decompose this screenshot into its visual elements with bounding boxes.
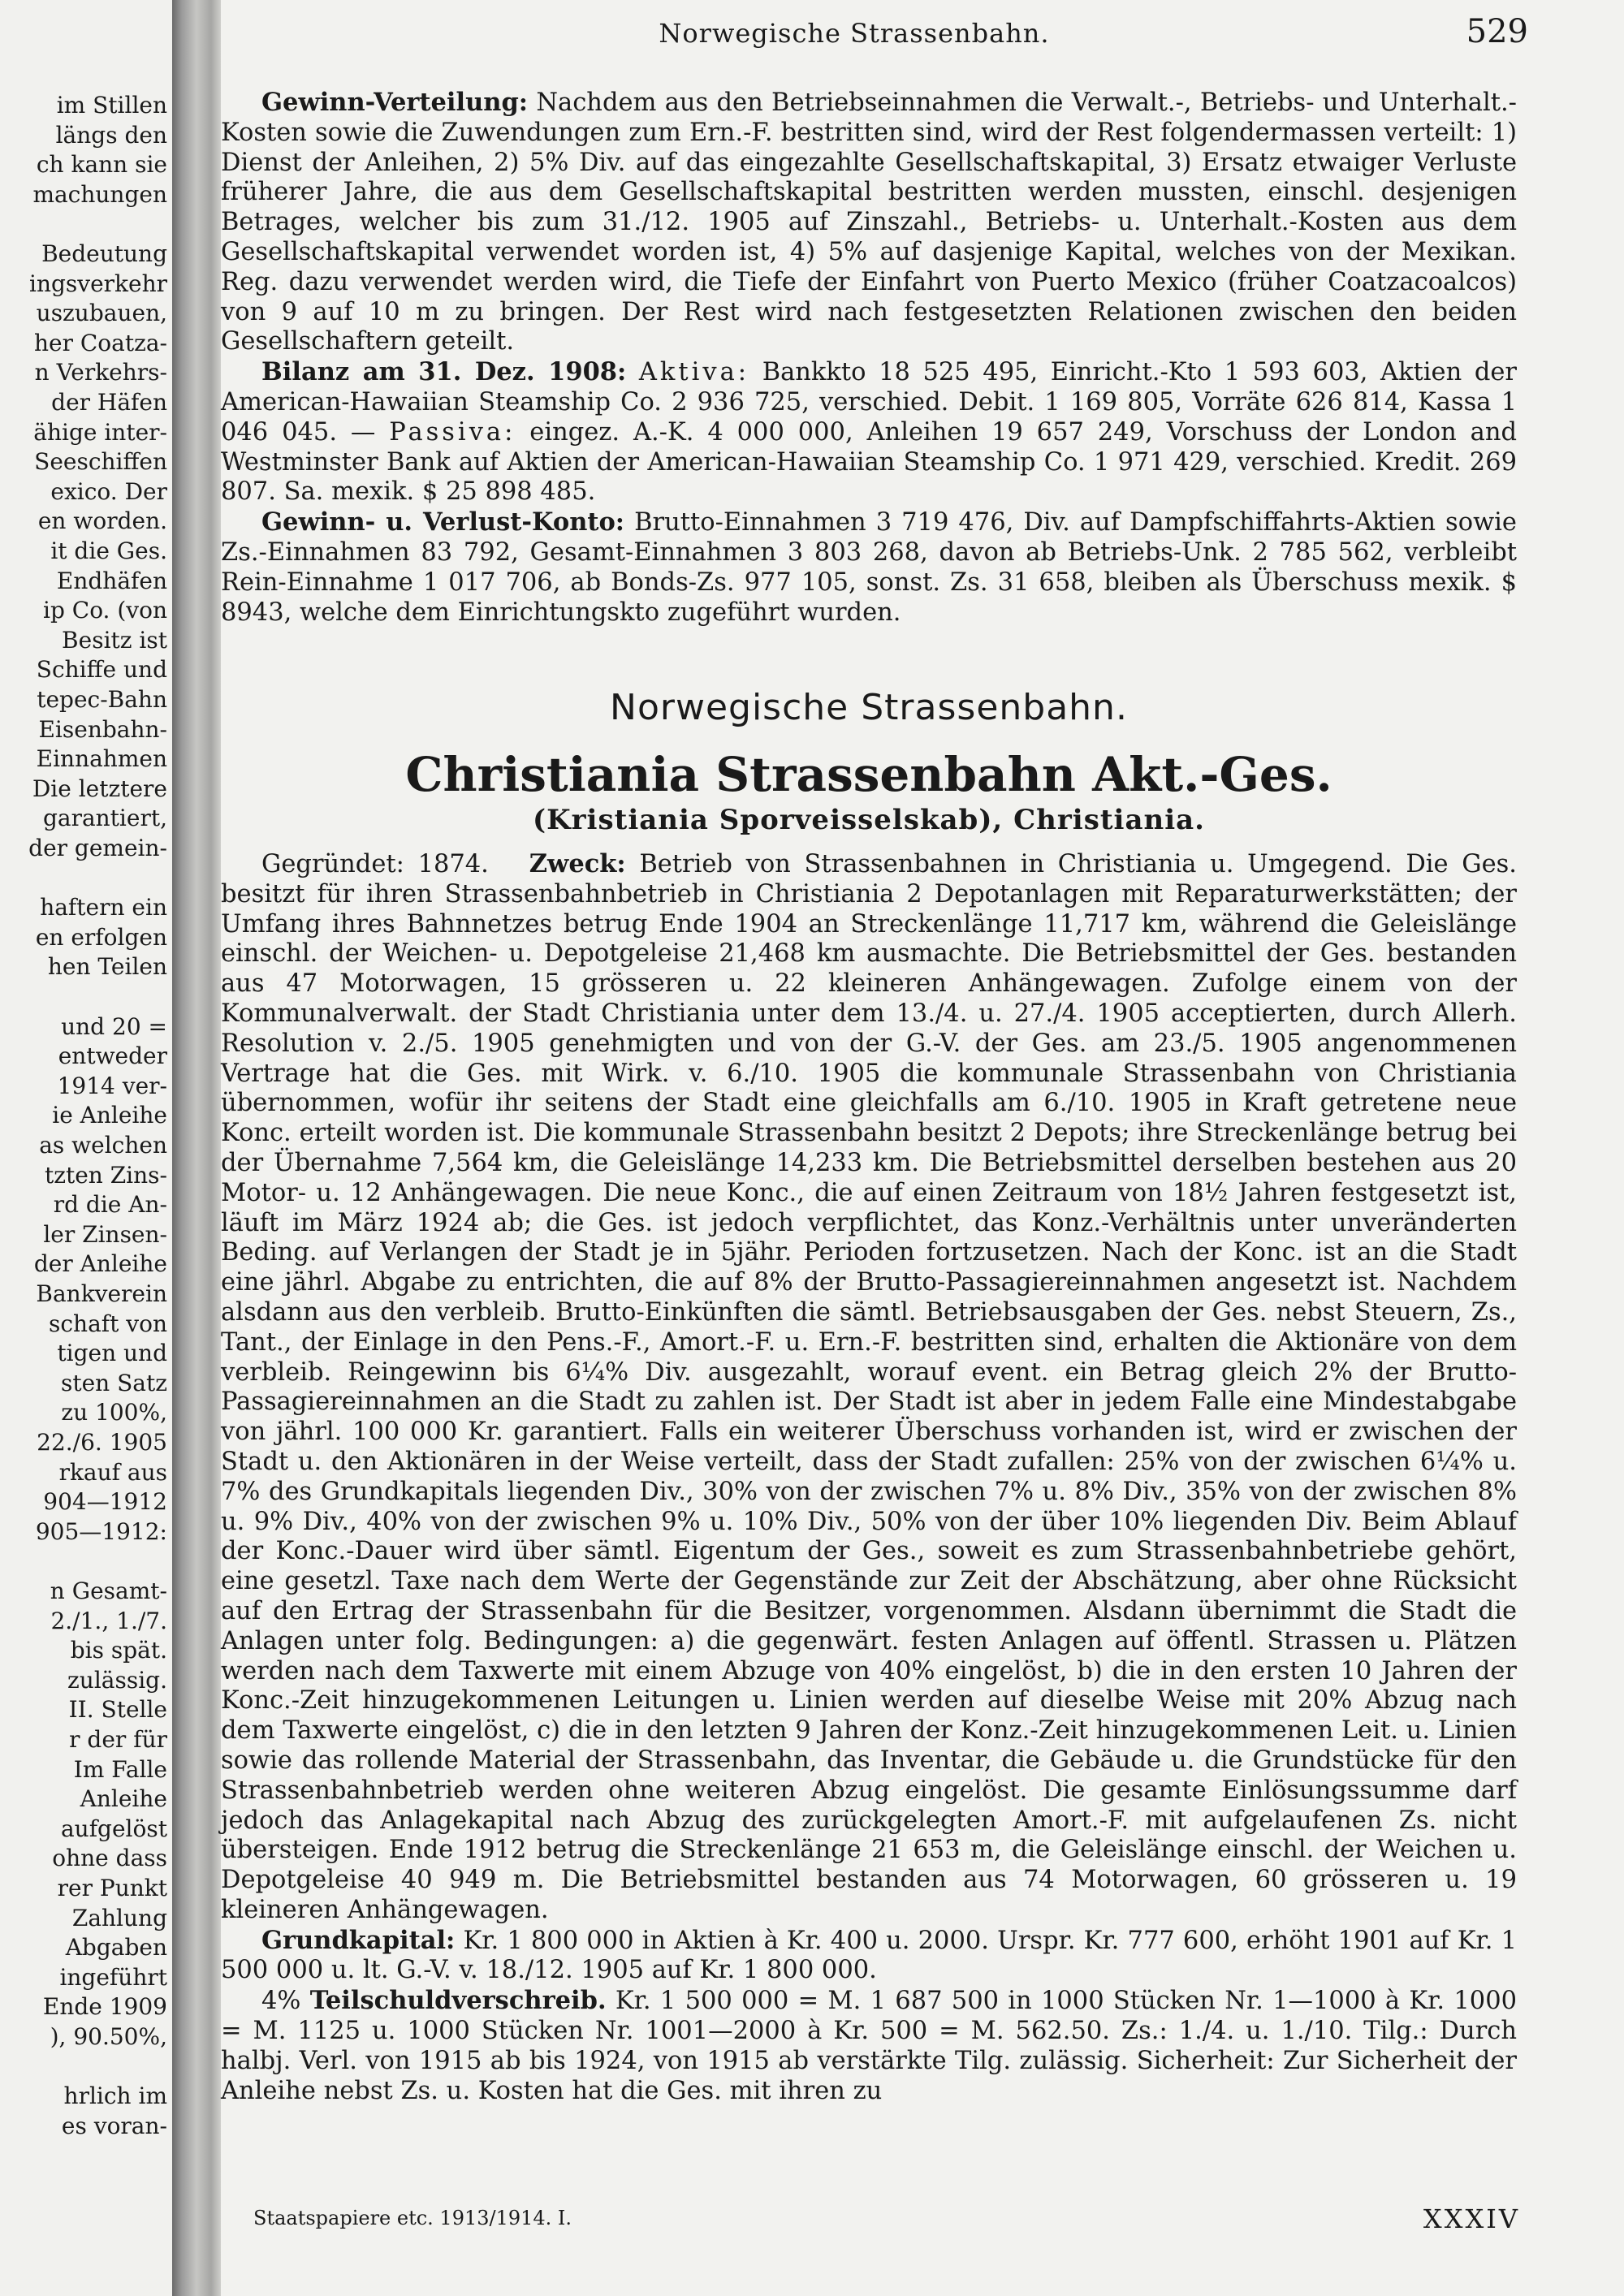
running-header [221,13,1624,58]
margin-line: Bankverein [36,1280,167,1307]
mexican-company-block [221,88,1517,628]
aktiva-text: Bankkto 18 525 495, Einricht.-Kto 1 593 603, Aktien der American-Hawaiian Steamship Co. 2 936 725, verschied. Debit. 1 169 805, Vorräte 626 814, Kassa 1 046 045. — [221,358,1517,447]
margin-line: 904—1912 [43,1488,167,1516]
footer-imprint: Staatspapiere etc. 1913/1914. I. [253,2207,572,2229]
margin-line: sten Satz [60,1369,167,1396]
margin-line: tzten Zins- [44,1161,167,1189]
margin-line: ), 90.50%, [50,2023,167,2050]
margin-line: n Gesamt- [50,1577,167,1604]
margin-line: zu 100%, [61,1399,167,1426]
page-footer [253,2203,1520,2234]
margin-line: haftern ein [40,894,167,921]
margin-line: hrlich im [63,2082,167,2110]
running-title: Norwegische Strassenbahn. [659,18,1050,49]
gewinn-verlust-text: Brutto-Einnahmen 3 719 476, Div. auf Dampfschiffahrts-Aktien sowie Zs.-Einnahmen 83 792, Gesamt-Einnahmen 3 803 268, davon ab Betriebs-Unk. 2 785 562, verbleibt Rein-Einnahme 1 017 706, ab Bonds-Zs. 977 105, sonst. Zs. 31 658, bleiben als Überschuss mexik. $ 8943, welche dem Einrichtungskto zugeführt wurden. [221,508,1517,627]
gewinn-verlust-label: Gewinn- u. Verlust-Konto: [261,507,625,537]
margin-line: n Verkehrs- [34,359,167,386]
margin-line: aufgelöst [60,1815,167,1842]
margin-line: Schiffe und [36,656,167,684]
margin-line: ler Zinsen- [43,1220,167,1248]
margin-line: Ende 1909 [42,1993,167,2021]
margin-line: uszubauen, [36,300,167,327]
margin-line: ingeführt [59,1963,167,1991]
margin-line: Eisenbahn- [38,715,167,743]
margin-line: exico. Der [50,477,167,505]
grundkapital-label: Grundkapital: [261,1925,456,1955]
margin-line: rd die An- [53,1191,167,1219]
margin-line: Anleihe [80,1785,167,1813]
margin-line: ie Anleihe [52,1102,167,1129]
book-gutter [172,0,221,2296]
zweck-paragraph [221,849,1517,1926]
passiva-label: Passiva: [389,417,516,447]
margin-line: 1914 ver- [57,1072,167,1099]
margin-line: 2./1., 1./7. [50,1607,167,1634]
bilanz-paragraph [221,357,1517,507]
margin-line: Endhäfen [56,567,167,594]
teilschuld-text: Kr. 1 500 000 = M. 1 687 500 in 1000 Stücken Nr. 1—1000 à Kr. 1000 = M. 1125 u. 1000 Stücken Nr. 1001—2000 à Kr. 500 = M. 562.50. Zs.: 1./4. u. 1./10. Tilg.: Durch halbj. Verl. von 1915 ab bis 1924, von 1915 ab verstärkte Tilg. zulässig. Sicherheit: Zur Sicherheit der Anleihe nebst Zs. u. Kosten hat die Ges. mit ihren zu [221,1987,1518,2105]
gewinn-verteilung-text: Nachdem aus den Betriebseinnahmen die Verwalt.-, Betriebs- und Unterhalt.-Kosten sowie die Zuwendungen zum Ern.-F. bestritten sind, wird der Rest folgendermassen verteilt: 1) Dienst der Anleihen, 2) 5% Div. auf das eingezahlte Gesellschaftskapital, 3) Ersatz etwaiger Verluste früherer Jahre, die aus dem Gesellschaftskapital bestritten werden mussten, einschl. desjenigen Betrages, welcher bis zum 31./12. 1905 auf Zinszahl., Betriebs- u. Unterhalt.-Kosten aus dem Gesellschaftskapital verwendet worden ist, 4) 5% auf dasjenige Kapital, welches von der Mexikan. Reg. dazu verwendet werden wird, die Tiefe der Einfahrt von Puerto Mexico (früher Coatzacoalcos) von 9 auf 10 m zu bringen. Der Rest wird nach festgesetzten Relationen zwischen den beiden Gesellschaftern geteilt. [221,88,1517,356]
zweck-text: Betrieb von Strassenbahnen in Christiania u. Umgegend. Die Ges. besitzt für ihren Strassenbahnbetrieb in Christiania 2 Depotanlagen mit Reparaturwerkstätten; der Umfang ihres Bahnnetzes betrug Ende 1904 an Streckenlänge 11,717 km, während die Geleislänge einschl. der Weichen- u. Depotgeleise 21,468 km ausmachte. Die Betriebsmittel der Ges. bestanden aus 47 Motorwagen, 15 grösseren u. 22 kleineren Anhängewagen. Zufolge einem von der Kommunalverwalt. der Stadt Christiania unter dem 13./4. u. 27./4. 1905 acceptierten, durch Allerh. Resolution v. 2./5. 1905 genehmigten und von der G.-V. der Ges. am 23./5. 1905 angenommenen Vertrage hat die Ges. mit Wirk. v. 6./10. 1905 die kommunale Strassenbahn von Christiania übernommen, wofür ihr seitens der Stadt eine gleichfalls am 6./10. 1905 in Kraft getretene neue Konc. erteilt worden ist. Die kommunale Strassenbahn besitzt 2 Depots; ihre Streckenlänge betrug bei der Übernahme 7,564 km, die Geleislänge 14,233 km. Die Betriebsmittel derselben bestehen aus 20 Motor- u. 12 Anhängewagen. Die neue Konc., die auf einen Zeitraum von 18½ Jahren festgesetzt ist, läuft im März 1924 ab; die Ges. ist jedoch verpflichtet, das Konz.-Verhältnis unter unveränderten Beding. auf Verlangen der Stadt je in 5jähr. Perioden fortzusetzen. Nach der Konc. ist an die Stadt eine jährl. Abgabe zu entrichten, die auf 8% der Brutto-Passagiereinnahmen angesetzt ist. Nachdem alsdann aus den verbleib. Brutto-Einkünften die sämtl. Betriebsausgaben der Ges. nebst Steuern, Zs., Tant., der Einlage in den Pens.-F., Amort.-F. u. Ern.-F. bestritten sind, erhalten die Aktionäre von dem verbleib. Reingewinn bis 6¼% Div. ausgezahlt, worauf event. ein Betrag gleich 2% der Brutto-Passagiereinnahmen an die Stadt zu zahlen ist. Der Stadt ist aber in jedem Falle eine Mindestabgabe von jährl. 100 000 Kr. garantiert. Falls ein weiterer Überschuss vorhanden ist, wird er zwischen der Stadt u. den Aktionären in der Weise verteilt, dass der Stadt zufallen: 25% von der zwischen 6¼% u. 7% des Grundkapitals liegenden Div., 30% von der zwischen 7% u. 8% Div., 35% von der zwischen 8% u. 9% Div., 40% von der zwischen 9% u. 10% Div., 50% von der über 10% liegenden Div. Beim Ablauf der Konc.-Dauer wird über sämtl. Eigentum der Ges., soweit es zum Strassenbahnbetriebe gehört, eine gesetzl. Taxe nach dem Werte der Gegenstände zur Zeit der Abschätzung, aber ohne Rücksicht auf den Ertrag der Strassenbahn für die Besitzer, vorgenommen. Alsdann übernimmt die Stadt die Anlagen unter folg. Bedingungen: a) die gegenwärt. festen Anlagen auf öffentl. Strassen u. Plätzen werden nach dem Taxwerte mit einem Abzuge von 40% eingelöst, b) die in den ersten 10 Jahren der Konc.-Zeit hinzugekommenen Leitungen u. Linien werden auf dieselbe Weise mit 20% Abzug nach dem Taxwerte eingelöst, c) die in den letzten 9 Jahren der Konz.-Zeit hinzugekommenen Leit. u. Linien sowie das rollende Material der Strassenbahn, das Inventar, die Gebäude u. die Grundstücke für den Strassenbahnbetrieb werden ohne weiteren Abzug eingelöst. Die gesamte Einlösungssumme darf jedoch das Anlagekapital nach Abzug des zurückgelegten Amort.-F. mit aufgelaufenen Zs. nicht übersteigen. Ende 1912 betrug die Streckenlänge 21 653 m, die Geleislänge einschl. der Weichen u. Depotgeleise 40 949 m. Die Betriebsmittel bestanden aus 74 Motorwagen, 60 grösseren u. 19 kleineren Anhängewagen. [221,850,1517,1924]
bilanz-label: Bilanz am 31. Dez. 1908: [261,357,627,387]
margin-line: ohne dass [52,1845,167,1872]
margin-line: zulässig. [67,1666,167,1694]
teilschuld-paragraph [221,1986,1517,2106]
page-number: 529 [1466,13,1528,50]
margin-line: 905—1912: [35,1517,167,1545]
margin-line: Seeschiffen [34,448,167,476]
company-subtitle: (Kristiania Sporveisselskab), Christiania. [533,804,1205,836]
gegruendet-label: Gegründet: [261,850,404,878]
margin-line: ähige inter- [33,418,167,446]
margin-line: as welchen [39,1132,167,1159]
margin-line: längs den [55,121,167,149]
margin-line: ch kann sie [36,151,167,179]
aktiva-label: Aktiva: [638,358,750,387]
margin-line: Einnahmen [36,745,167,773]
margin-line: rkauf aus [58,1458,167,1486]
margin-line: tigen und [57,1340,167,1367]
margin-line: hen Teilen [47,953,167,981]
margin-line: und 20 = [61,1012,167,1040]
teilschuld-rate: 4% [261,1987,301,2016]
company-body [221,849,1517,2106]
margin-line: der Anleihe [33,1250,167,1278]
margin-line: en erfolgen [35,923,167,951]
teilschuld-label: Teilschuldverschreib. [309,1986,607,2016]
margin-line: es voran- [61,2112,167,2139]
margin-line: schaft von [48,1310,167,1337]
section-category: Norwegische Strassenbahn. [610,687,1128,728]
margin-line: entweder [58,1042,167,1070]
margin-line: garantiert, [42,805,167,832]
margin-line: ingsverkehr [28,270,167,297]
margin-line: en worden. [37,507,167,535]
margin-line: her Coatza- [33,329,167,356]
margin-line: II. Stelle [68,1696,167,1724]
margin-line: bis spät. [70,1637,167,1664]
margin-line: rer Punkt [57,1875,167,1901]
signature-mark: XXXIV [1423,2203,1520,2234]
gewinn-verteilung-paragraph [221,88,1517,357]
margin-line: der Häfen [51,389,167,416]
gewinn-verteilung-label: Gewinn-Verteilung: [261,88,529,117]
margin-line: it die Ges. [50,537,167,564]
margin-line: 22./6. 1905 [37,1429,167,1456]
passiva-text: eingez. A.-K. 4 000 000, Anleihen 19 657 249, Vorschuss der London and Westminster Bank auf Aktien der American-Hawaiian Steamship Co. 1 971 429, verschied. Kredit. 269 807. Sa. mexik. $ 25 898 485. [221,417,1518,507]
grundkapital-paragraph [221,1926,1517,1987]
margin-line: Zahlung [71,1904,167,1931]
margin-line: Abgaben [65,1934,167,1962]
gewinn-verlust-paragraph [221,507,1517,628]
page [221,0,1624,2296]
margin-line: der gemein- [28,835,167,861]
margin-line: Besitz ist [62,626,167,654]
margin-line: Im Falle [73,1755,167,1783]
margin-line: machungen [32,180,167,208]
margin-line: im Stillen [56,92,167,119]
gegruendet-value: 1874. [417,850,489,878]
margin-line: Bedeutung [41,240,167,267]
margin-line: Die letztere [32,775,167,802]
margin-line: r der für [69,1726,167,1753]
margin-line: tepec-Bahn [37,686,167,713]
company-title: Christiania Strassenbahn Akt.-Ges. [405,747,1332,802]
grundkapital-text: Kr. 1 800 000 in Aktien à Kr. 400 u. 2000. Urspr. Kr. 777 600, erhöht 1901 auf Kr. 1 500 000 u. lt. G.-V. v. 18./12. 1905 auf Kr. 1 800 000. [221,1926,1518,1985]
adjacent-page-margin [0,0,172,2296]
zweck-label: Zweck: [529,849,626,878]
margin-line: ip Co. (von [42,597,167,624]
